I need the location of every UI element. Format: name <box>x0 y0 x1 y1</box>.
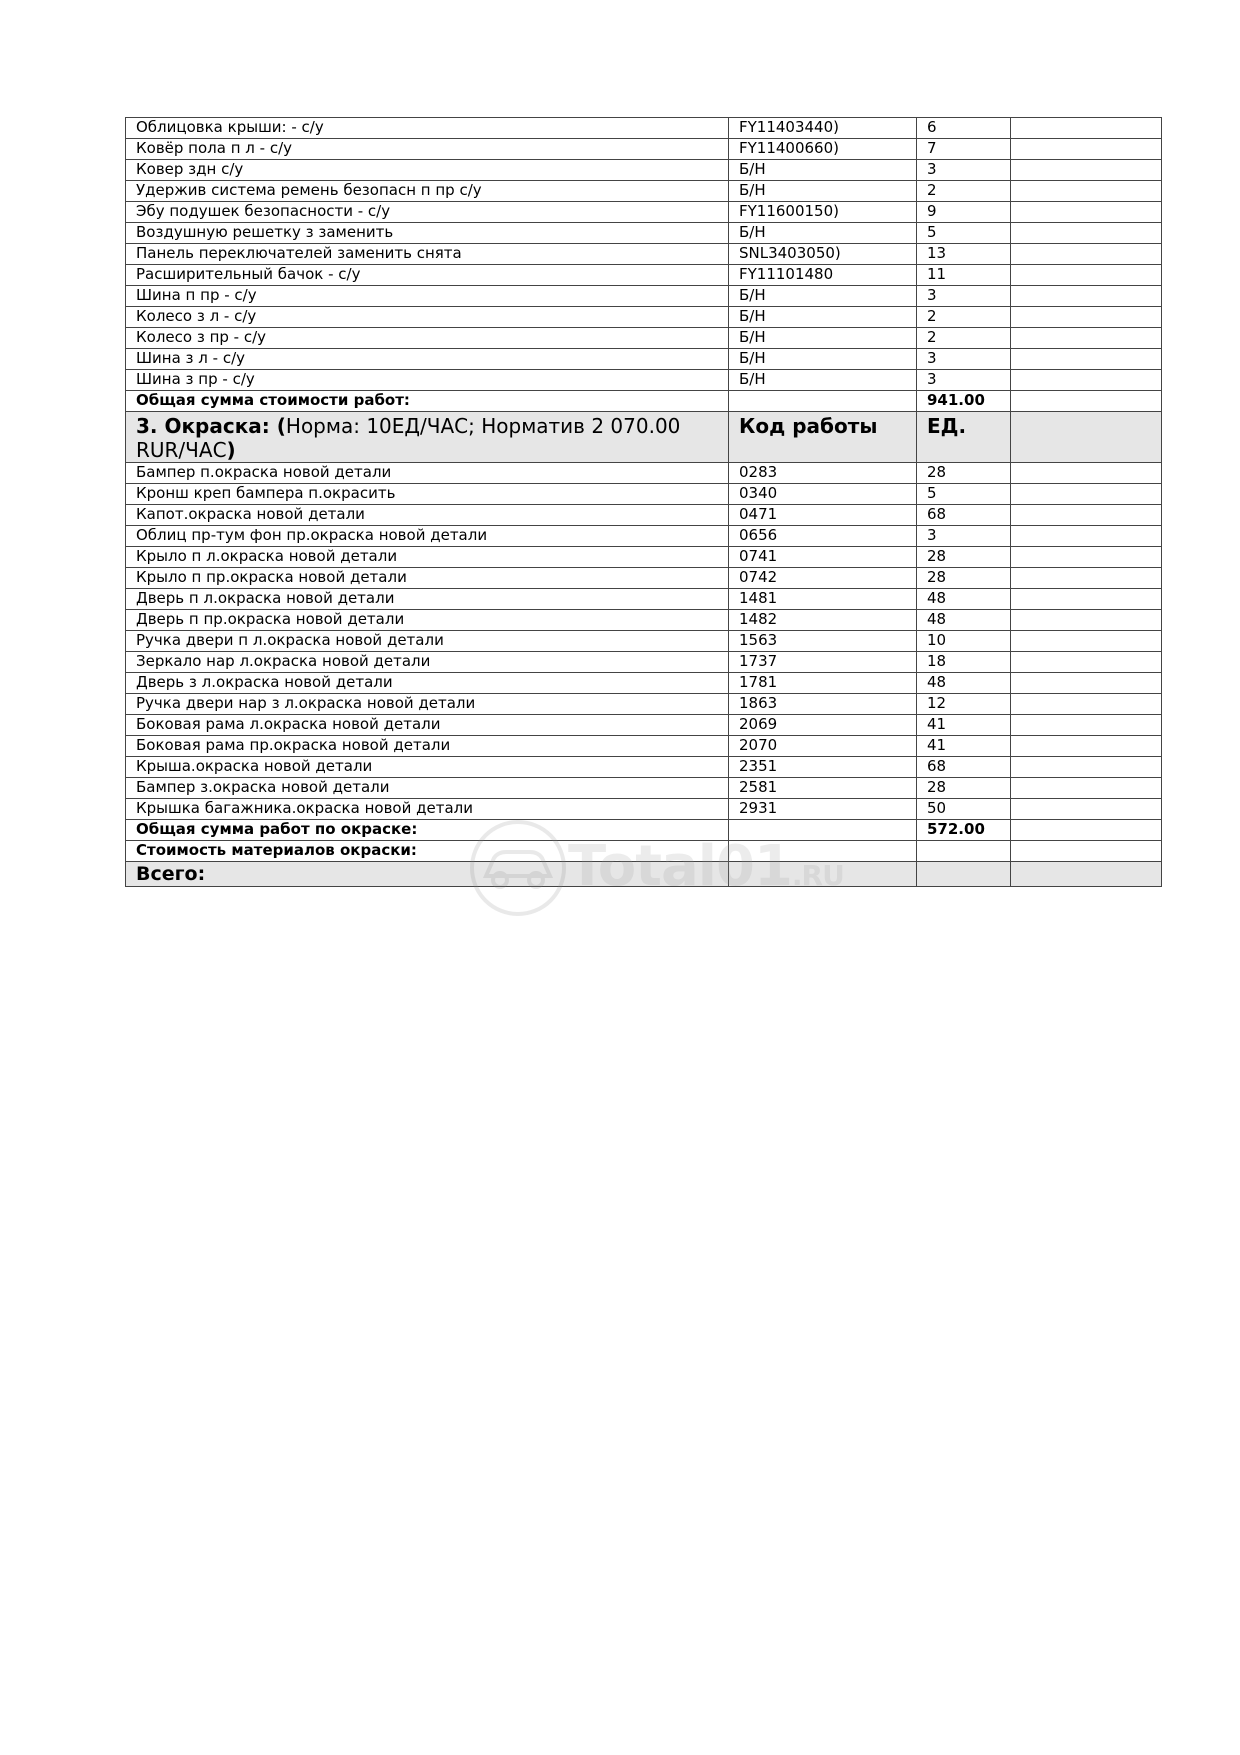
table-row <box>126 307 1162 328</box>
grand-total-sum-cell <box>1011 862 1162 887</box>
grand-total-units-cell <box>917 862 1011 887</box>
work-sum-cell <box>1011 589 1162 610</box>
work-sum-cell <box>1011 223 1162 244</box>
paint-section-title <box>126 412 729 463</box>
work-sum-cell <box>1011 484 1162 505</box>
work-name-cell: Облицовка крыши: - с/у <box>126 118 729 139</box>
work-code-cell: 1863 <box>729 694 917 715</box>
table-row <box>126 694 1162 715</box>
work-code-cell: SNL3403050) <box>729 244 917 265</box>
table-row <box>126 244 1162 265</box>
materials-sum-cell <box>1011 841 1162 862</box>
work-units-cell: 6 <box>917 118 1011 139</box>
table-row <box>126 349 1162 370</box>
paint-total-label: Общая сумма работ по окраске: <box>126 820 729 841</box>
table-row <box>126 463 1162 484</box>
work-code-cell: 1482 <box>729 610 917 631</box>
materials-code-cell <box>729 841 917 862</box>
repair-estimate-table <box>125 117 1162 887</box>
work-name-cell: Дверь п л.окраска новой детали <box>126 589 729 610</box>
work-name-cell: Расширительный бачок - с/у <box>126 265 729 286</box>
work-name-cell: Бампер з.окраска новой детали <box>126 778 729 799</box>
work-units-cell: 41 <box>917 736 1011 757</box>
paint-total-sum-cell <box>1011 820 1162 841</box>
work-name-cell: Кронш креп бампера п.окрасить <box>126 484 729 505</box>
work-sum-cell <box>1011 286 1162 307</box>
work-code-cell: Б/Н <box>729 223 917 244</box>
work-name-cell: Ковёр пола п л - с/у <box>126 139 729 160</box>
work-code-cell: 2070 <box>729 736 917 757</box>
table-row <box>126 202 1162 223</box>
work-units-cell: 3 <box>917 349 1011 370</box>
work-name-cell: Зеркало нар л.окраска новой детали <box>126 652 729 673</box>
table-row <box>126 799 1162 820</box>
work-name-cell: Боковая рама л.окраска новой детали <box>126 715 729 736</box>
work-code-cell: 1737 <box>729 652 917 673</box>
work-units-cell: 13 <box>917 244 1011 265</box>
work-code-cell: 0471 <box>729 505 917 526</box>
table-row <box>126 328 1162 349</box>
work-sum-cell <box>1011 568 1162 589</box>
paint-units-header: ЕД. <box>917 412 1011 463</box>
work-sum-cell <box>1011 547 1162 568</box>
work-sum-cell <box>1011 244 1162 265</box>
work-code-cell: 1563 <box>729 631 917 652</box>
table-row <box>126 370 1162 391</box>
table-row <box>126 118 1162 139</box>
work-name-cell: Дверь з л.окраска новой детали <box>126 673 729 694</box>
work-units-cell: 28 <box>917 778 1011 799</box>
work-code-cell: 2931 <box>729 799 917 820</box>
work-name-cell: Боковая рама пр.окраска новой детали <box>126 736 729 757</box>
work-name-cell: Ковер здн с/у <box>126 160 729 181</box>
works-total-label: Общая сумма стоимости работ: <box>126 391 729 412</box>
work-sum-cell <box>1011 181 1162 202</box>
work-name-cell: Шина з л - с/у <box>126 349 729 370</box>
work-units-cell: 11 <box>917 265 1011 286</box>
work-name-cell: Шина з пр - с/у <box>126 370 729 391</box>
table-row <box>126 265 1162 286</box>
work-name-cell: Воздушную решетку з заменить <box>126 223 729 244</box>
grand-total-row <box>126 862 1162 887</box>
table-row <box>126 568 1162 589</box>
work-sum-cell <box>1011 307 1162 328</box>
work-units-cell: 28 <box>917 547 1011 568</box>
work-units-cell: 68 <box>917 757 1011 778</box>
work-code-cell: FY11400660) <box>729 139 917 160</box>
work-sum-cell <box>1011 118 1162 139</box>
work-name-cell: Удержив система ремень безопасн п пр с/у <box>126 181 729 202</box>
table-row <box>126 160 1162 181</box>
paint-section-header <box>126 412 1162 463</box>
table-row <box>126 589 1162 610</box>
work-code-cell: Б/Н <box>729 286 917 307</box>
work-sum-cell <box>1011 694 1162 715</box>
work-units-cell: 3 <box>917 370 1011 391</box>
work-name-cell: Ручка двери п л.окраска новой детали <box>126 631 729 652</box>
work-code-cell: Б/Н <box>729 328 917 349</box>
work-sum-cell <box>1011 265 1162 286</box>
work-sum-cell <box>1011 370 1162 391</box>
table-row <box>126 631 1162 652</box>
table-row <box>126 484 1162 505</box>
work-code-cell: 1481 <box>729 589 917 610</box>
paint-total-row <box>126 820 1162 841</box>
work-units-cell: 12 <box>917 694 1011 715</box>
work-units-cell: 7 <box>917 139 1011 160</box>
materials-row <box>126 841 1162 862</box>
work-sum-cell <box>1011 799 1162 820</box>
work-units-cell: 3 <box>917 286 1011 307</box>
work-sum-cell <box>1011 673 1162 694</box>
grand-total-label: Всего: <box>126 862 729 887</box>
work-units-cell: 18 <box>917 652 1011 673</box>
work-code-cell: 0340 <box>729 484 917 505</box>
work-name-cell: Бампер п.окраска новой детали <box>126 463 729 484</box>
work-sum-cell <box>1011 505 1162 526</box>
work-units-cell: 2 <box>917 328 1011 349</box>
table-row <box>126 652 1162 673</box>
works-total-sum-cell <box>1011 391 1162 412</box>
work-units-cell: 41 <box>917 715 1011 736</box>
works-rows <box>126 118 1162 391</box>
table-row <box>126 505 1162 526</box>
work-code-cell: 2069 <box>729 715 917 736</box>
table-row <box>126 181 1162 202</box>
work-code-cell: Б/Н <box>729 181 917 202</box>
work-name-cell: Дверь п пр.окраска новой детали <box>126 610 729 631</box>
work-code-cell: 0283 <box>729 463 917 484</box>
work-code-cell: Б/Н <box>729 307 917 328</box>
work-code-cell: 2351 <box>729 757 917 778</box>
work-code-cell: FY11101480 <box>729 265 917 286</box>
work-sum-cell <box>1011 202 1162 223</box>
work-sum-cell <box>1011 610 1162 631</box>
work-sum-cell <box>1011 778 1162 799</box>
work-code-cell: 0741 <box>729 547 917 568</box>
table-row <box>126 223 1162 244</box>
paint-total-code-cell <box>729 820 917 841</box>
work-sum-cell <box>1011 463 1162 484</box>
work-sum-cell <box>1011 328 1162 349</box>
work-units-cell: 28 <box>917 568 1011 589</box>
paint-totals-section <box>126 820 1162 887</box>
work-units-cell: 68 <box>917 505 1011 526</box>
paint-total-value: 572.00 <box>917 820 1011 841</box>
work-units-cell: 2 <box>917 181 1011 202</box>
works-total-row <box>126 391 1162 412</box>
materials-label: Стоимость материалов окраски: <box>126 841 729 862</box>
paint-section-title-bold: 3. Окраска: ( <box>136 414 286 438</box>
work-units-cell: 2 <box>917 307 1011 328</box>
work-name-cell: Крыло п л.окраска новой детали <box>126 547 729 568</box>
work-code-cell: Б/Н <box>729 160 917 181</box>
table-row <box>126 139 1162 160</box>
paint-section-title-close: ) <box>226 438 236 462</box>
work-sum-cell <box>1011 736 1162 757</box>
work-name-cell: Шина п пр - с/у <box>126 286 729 307</box>
table-row <box>126 610 1162 631</box>
work-sum-cell <box>1011 631 1162 652</box>
work-name-cell: Колесо з пр - с/у <box>126 328 729 349</box>
work-name-cell: Крышка багажника.окраска новой детали <box>126 799 729 820</box>
work-name-cell: Крыша.окраска новой детали <box>126 757 729 778</box>
work-units-cell: 50 <box>917 799 1011 820</box>
work-name-cell: Крыло п пр.окраска новой детали <box>126 568 729 589</box>
work-units-cell: 9 <box>917 202 1011 223</box>
work-sum-cell <box>1011 757 1162 778</box>
table-row <box>126 286 1162 307</box>
table-row <box>126 715 1162 736</box>
work-name-cell: Колесо з л - с/у <box>126 307 729 328</box>
table-row <box>126 547 1162 568</box>
work-units-cell: 5 <box>917 223 1011 244</box>
works-total-code-cell <box>729 391 917 412</box>
work-units-cell: 48 <box>917 589 1011 610</box>
paint-rows <box>126 463 1162 820</box>
work-name-cell: Ручка двери нар з л.окраска новой детали <box>126 694 729 715</box>
work-code-cell: 0656 <box>729 526 917 547</box>
work-name-cell: Панель переключателей заменить снята <box>126 244 729 265</box>
work-code-cell: 2581 <box>729 778 917 799</box>
table-row <box>126 778 1162 799</box>
work-units-cell: 5 <box>917 484 1011 505</box>
work-code-cell: Б/Н <box>729 370 917 391</box>
paint-sum-header <box>1011 412 1162 463</box>
table-row <box>126 673 1162 694</box>
work-units-cell: 28 <box>917 463 1011 484</box>
table-row <box>126 526 1162 547</box>
work-name-cell: Капот.окраска новой детали <box>126 505 729 526</box>
work-code-cell: 0742 <box>729 568 917 589</box>
table-row <box>126 736 1162 757</box>
work-sum-cell <box>1011 160 1162 181</box>
materials-units-cell <box>917 841 1011 862</box>
work-units-cell: 3 <box>917 526 1011 547</box>
grand-total-code-cell <box>729 862 917 887</box>
work-sum-cell <box>1011 139 1162 160</box>
work-name-cell: Эбу подушек безопасности - с/у <box>126 202 729 223</box>
paint-code-header: Код работы <box>729 412 917 463</box>
work-name-cell: Облиц пр-тум фон пр.окраска новой детали <box>126 526 729 547</box>
work-units-cell: 3 <box>917 160 1011 181</box>
works-total-value: 941.00 <box>917 391 1011 412</box>
paint-section-norm: Норма: 10ЕД/ЧАС; Норматив 2 070.00 RUR/ЧАС <box>136 414 681 462</box>
work-code-cell: FY11403440) <box>729 118 917 139</box>
work-sum-cell <box>1011 652 1162 673</box>
work-code-cell: 1781 <box>729 673 917 694</box>
work-code-cell: FY11600150) <box>729 202 917 223</box>
work-sum-cell <box>1011 349 1162 370</box>
work-units-cell: 10 <box>917 631 1011 652</box>
table-row <box>126 757 1162 778</box>
work-units-cell: 48 <box>917 610 1011 631</box>
work-sum-cell <box>1011 715 1162 736</box>
work-units-cell: 48 <box>917 673 1011 694</box>
work-code-cell: Б/Н <box>729 349 917 370</box>
work-sum-cell <box>1011 526 1162 547</box>
works-total-section <box>126 391 1162 463</box>
